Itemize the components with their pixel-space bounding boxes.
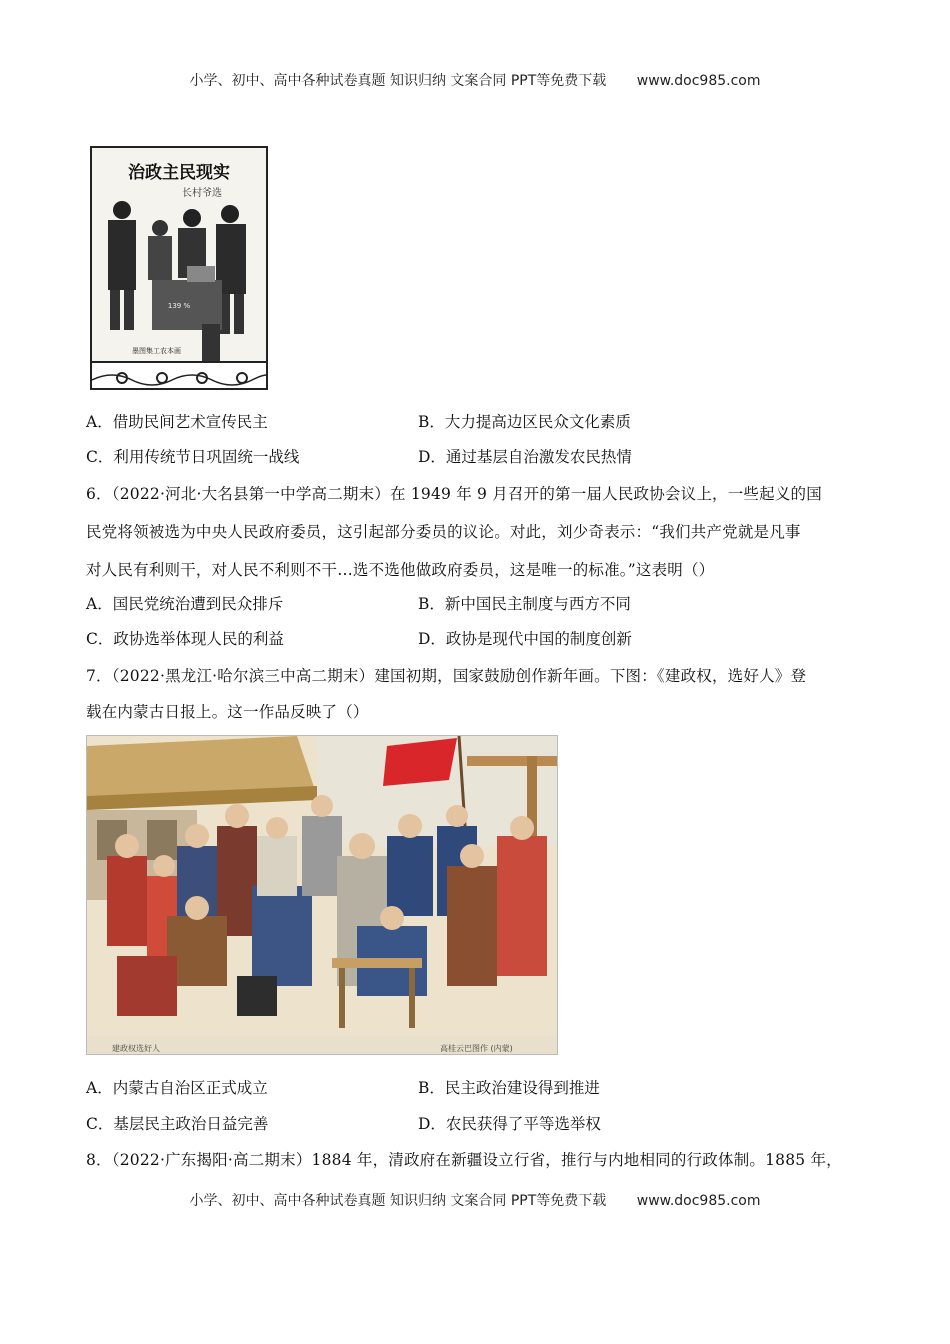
woodcut-title: 治政主民现实 [128, 163, 230, 183]
woodcut-mid-text: 139 % [167, 302, 191, 310]
q6-stem-line-3: 对人民有利则干，对人民不利则不干…选不选他做政府委员，这是唯一的标准。”这表明（） [86, 561, 715, 579]
q6-stem-line-2: 民党将领被选为中央人民政府委员，这引起部分委员的议论。对此，刘少奇表示：“我们共产党就是凡事 [86, 523, 801, 541]
painting-caption-right: 高桂云巴图作 (内蒙) [440, 1044, 513, 1053]
q5-option-a: A．借助民间艺术宣传民主 [86, 413, 268, 431]
q7-option-a: A．内蒙古自治区正式成立 [86, 1079, 268, 1097]
painting-caption-left: 建政权选好人 [112, 1044, 160, 1053]
q6-option-d: D．政协是现代中国的制度创新 [418, 630, 632, 648]
q5-option-b: B．大力提高边区民众文化素质 [418, 413, 631, 431]
new-year-painting [86, 735, 558, 1055]
q8-stem-line-1: 8．（2022·广东揭阳·高二期末）1884 年，清政府在新疆设立行省，推行与内地相同的行政体制。1885 年， [86, 1151, 842, 1169]
painting-drawing [87, 736, 557, 1054]
footer-site: www.doc985.com [636, 1193, 761, 1209]
q5-option-d: D．通过基层自治激发农民热情 [418, 448, 632, 466]
woodcut-illustration [90, 146, 268, 390]
woodcut-drawing [92, 148, 266, 388]
woodcut-bottom-text: 墨图集工农本画 [132, 347, 181, 355]
q7-option-b: B．民主政治建设得到推进 [418, 1079, 600, 1097]
q6-option-b: B．新中国民主制度与西方不同 [418, 595, 631, 613]
q7-option-c: C．基层民主政治日益完善 [86, 1115, 269, 1133]
page-header [0, 70, 950, 90]
q5-option-c: C．利用传统节日巩固统一战线 [86, 448, 300, 466]
q6-stem-line-1: 6．（2022·河北·大名县第一中学高二期末）在 1949 年 9 月召开的第一届人民政协会议上，一些起义的国 [86, 485, 822, 503]
header-text: 小学、初中、高中各种试卷真题 知识归纳 文案合同 PPT等免费下载 [189, 73, 607, 89]
footer-text: 小学、初中、高中各种试卷真题 知识归纳 文案合同 PPT等免费下载 [189, 1193, 607, 1209]
q7-stem-line-2: 载在内蒙古日报上。这一作品反映了（） [86, 703, 369, 721]
q6-option-c: C．政协选举体现人民的利益 [86, 630, 284, 648]
q6-option-a: A．国民党统治遭到民众排斥 [86, 595, 284, 613]
woodcut-subtitle: 长村爷选 [182, 188, 222, 199]
q7-stem-line-1: 7．（2022·黑龙江·哈尔滨三中高二期末）建国初期，国家鼓励创作新年画。下图：《建政权，选好人》登 [86, 667, 807, 685]
header-site: www.doc985.com [636, 73, 761, 89]
q7-option-d: D．农民获得了平等选举权 [418, 1115, 601, 1133]
page-footer [0, 1190, 950, 1210]
